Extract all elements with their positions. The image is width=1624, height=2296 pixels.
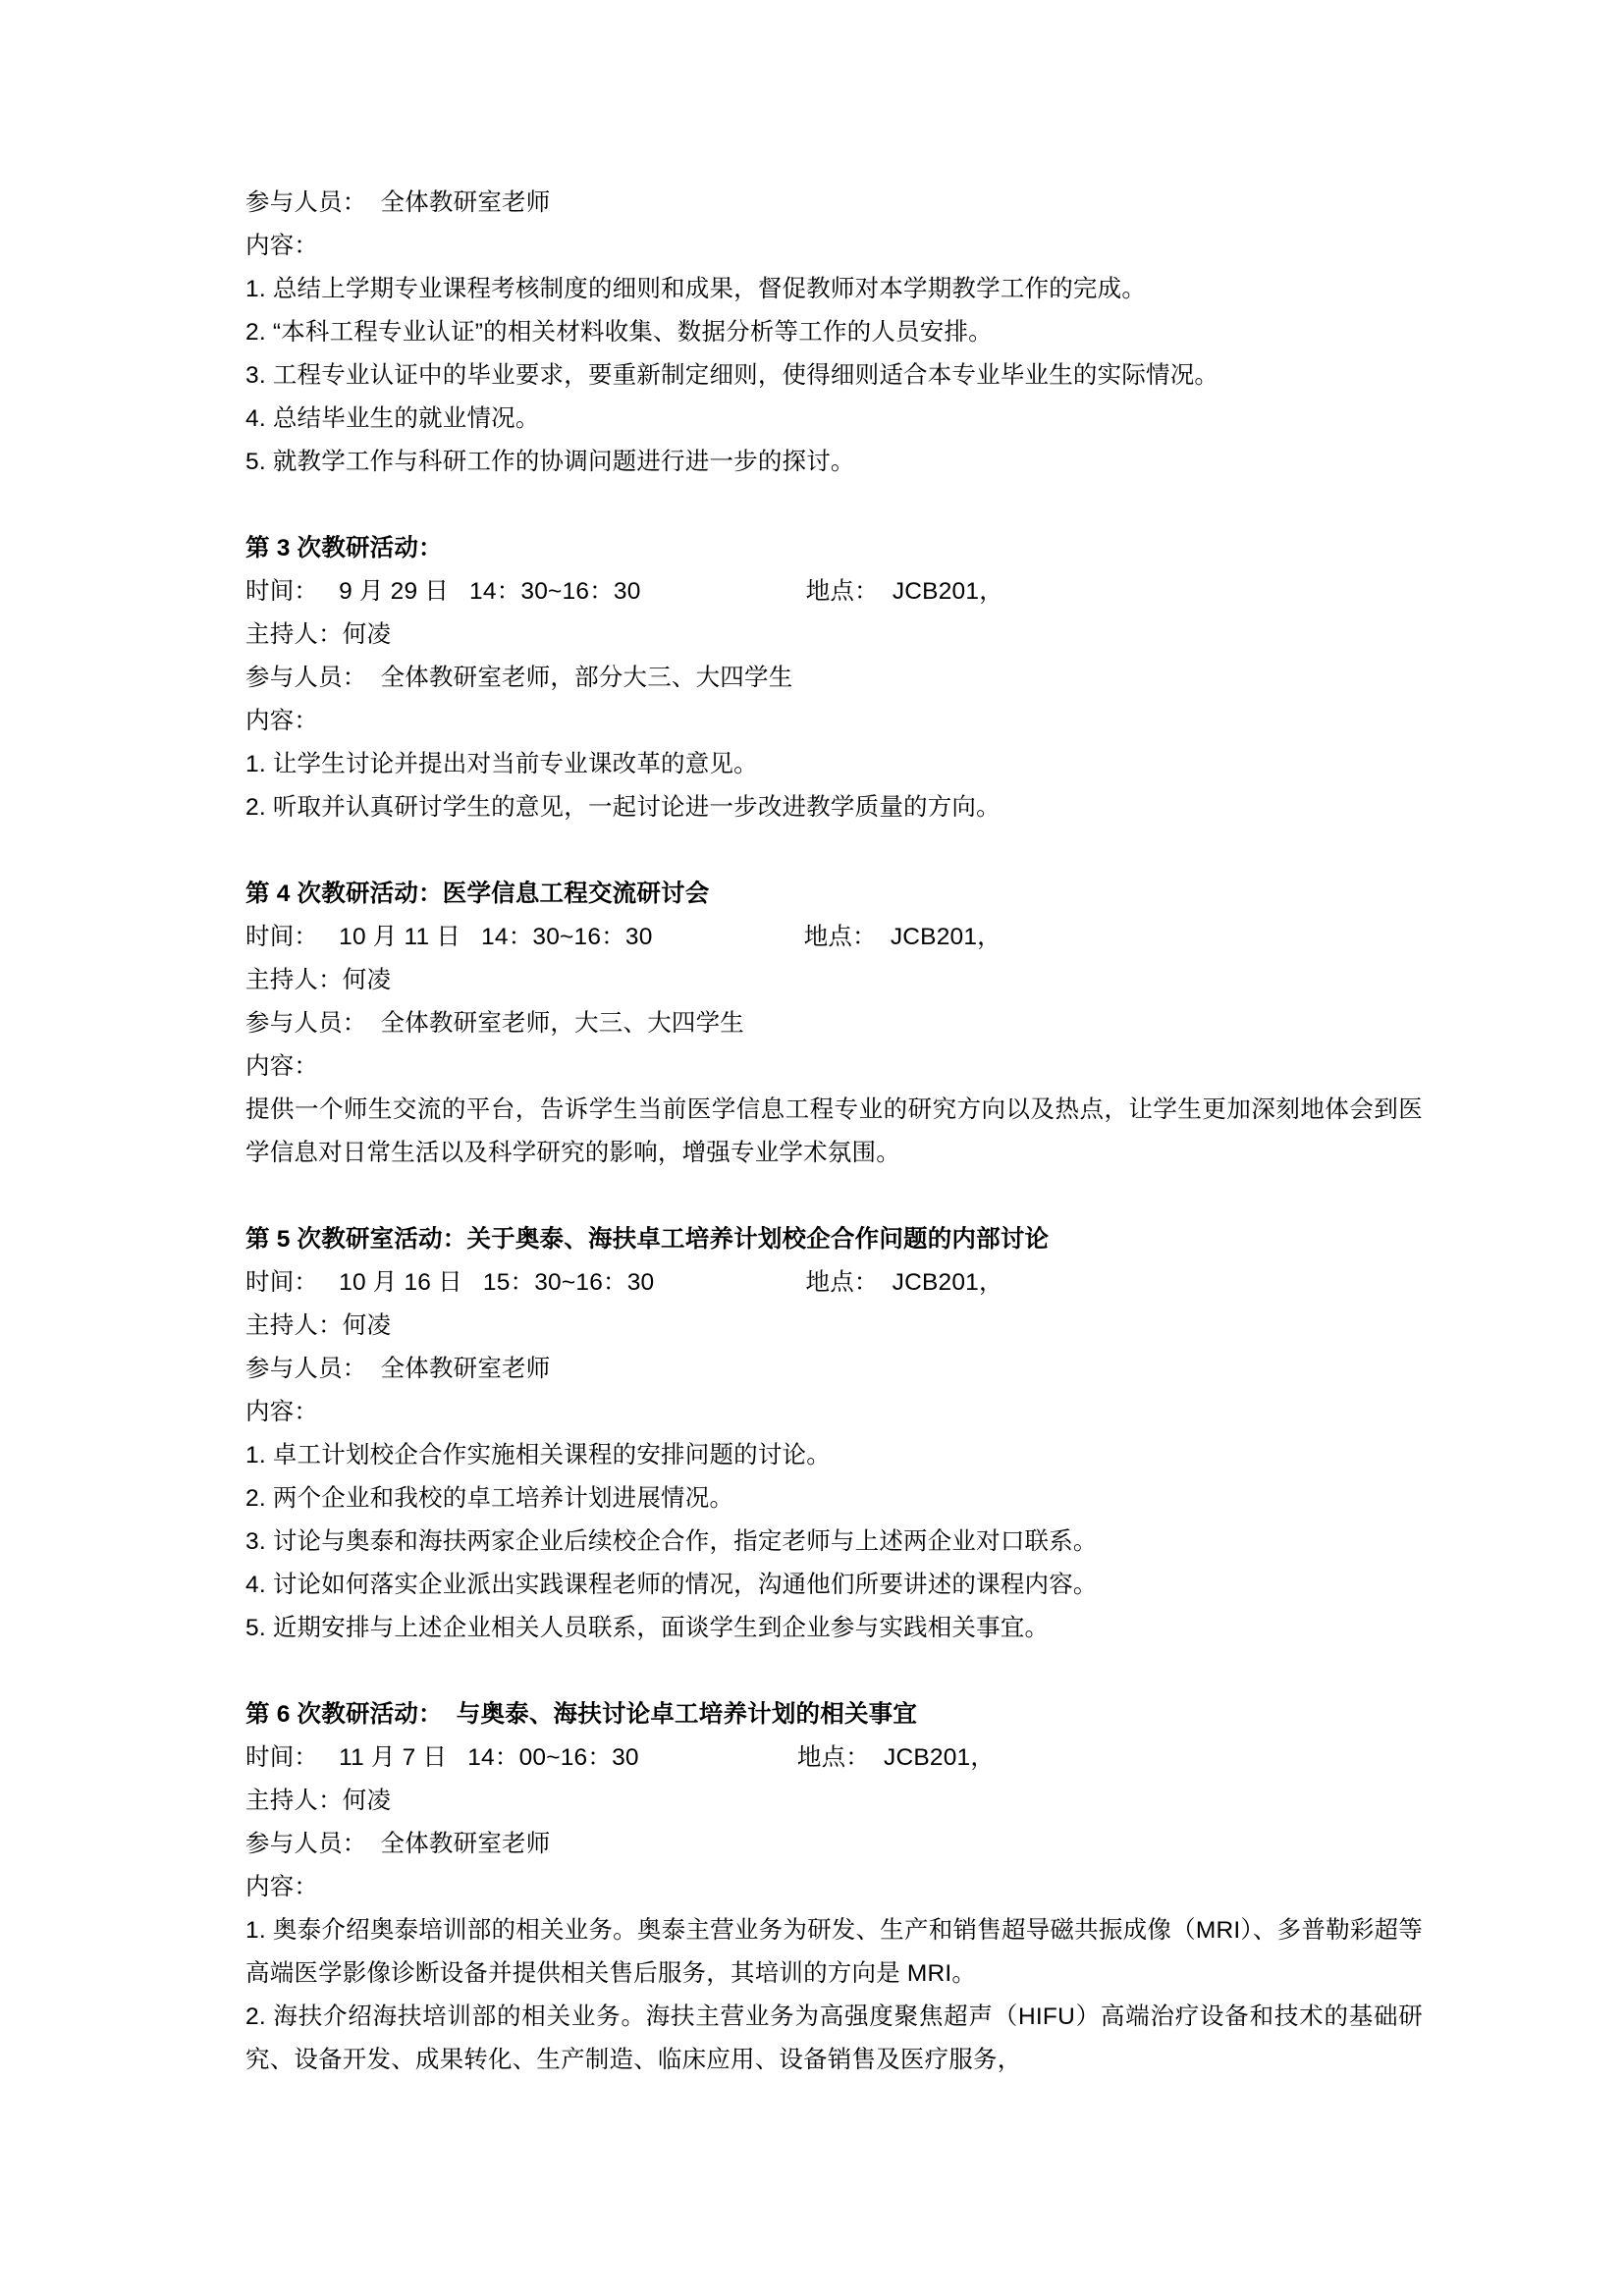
text-line: 内容：: [245, 233, 319, 259]
text-line: 2. 两个企业和我校的卓工培养计划进展情况。: [245, 1485, 734, 1512]
text-line: 内容：: [245, 1399, 319, 1425]
section-heading: 第 3 次教研活动：: [245, 535, 443, 561]
text-line: 4. 讨论如何落实企业派出实践课程老师的情况，沟通他们所要讲述的课程内容。: [245, 1572, 1098, 1598]
text-line: 参与人员： 全体教研室老师: [245, 189, 551, 216]
section-heading: 第 6 次教研活动： 与奥泰、海扶讨论卓工培养计划的相关事宜: [245, 1701, 918, 1728]
text-line: 1. 总结上学期专业课程考核制度的细则和成果，督促教师对本学期教学工作的完成。: [245, 276, 1147, 302]
text-line: 主持人：何凌: [245, 1788, 392, 1814]
text-line: 5. 近期安排与上述企业相关人员联系，面谈学生到企业参与实践相关事宜。: [245, 1615, 1050, 1641]
text-line: 时间： 10 月 11 日 14：30~16：30 地点： JCB201，: [245, 924, 1001, 950]
text-line: 参与人员： 全体教研室老师: [245, 1356, 551, 1382]
text-line: 内容：: [245, 1053, 319, 1080]
text-line: 时间： 9 月 29 日 14：30~16：30 地点： JCB201，: [245, 578, 1003, 605]
paragraph: 1. 奥泰介绍奥泰培训部的相关业务。奥泰主营业务为研发、生产和销售超导磁共振成像（MRI）、多普勒彩超等高端医学影像诊断设备并提供相关售后服务，其培训的方向是 MRI。: [245, 1917, 1423, 1987]
text-line: 时间： 11 月 7 日 14：00~16：30 地点： JCB201，: [245, 1744, 996, 1771]
text-line: 内容：: [245, 1874, 319, 1900]
text-line: 内容：: [245, 708, 319, 734]
text-line: 参与人员： 全体教研室老师: [245, 1831, 551, 1857]
text-line: 1. 卓工计划校企合作实施相关课程的安排问题的讨论。: [245, 1442, 831, 1468]
text-line: 3. 讨论与奥泰和海扶两家企业后续校企合作，指定老师与上述两企业对口联系。: [245, 1528, 1098, 1555]
text-line: 2. 听取并认真研讨学生的意见，一起讨论进一步改进教学质量的方向。: [245, 794, 1001, 821]
text-line: 主持人：何凌: [245, 1312, 392, 1339]
text-line: 2. “本科工程专业认证”的相关材料收集、数据分析等工作的人员安排。: [245, 319, 993, 346]
text-line: 1. 让学生讨论并提出对当前专业课改革的意见。: [245, 751, 758, 777]
text-line: 3. 工程专业认证中的毕业要求，要重新制定细则，使得细则适合本专业毕业生的实际情况。: [245, 362, 1219, 389]
paragraph-spacer: [245, 829, 1423, 873]
paragraph: 提供一个师生交流的平台，告诉学生当前医学信息工程专业的研究方向以及热点，让学生更加深刻地体会到医学信息对日常生活以及科学研究的影响，增强专业学术氛围。: [245, 1096, 1423, 1166]
text-line: 主持人：何凌: [245, 967, 392, 993]
paragraph: 2. 海扶介绍海扶培训部的相关业务。海扶主营业务为高强度聚焦超声（HIFU）高端治疗设备和技术的基础研究、设备开发、成果转化、生产制造、临床应用、设备销售及医疗服务，: [245, 2003, 1423, 2073]
text-line: 主持人：何凌: [245, 621, 392, 648]
paragraph-spacer: [245, 1175, 1423, 1218]
text-line: 4. 总结毕业生的就业情况。: [245, 405, 540, 432]
section-heading: 第 5 次教研室活动：关于奥泰、海扶卓工培养计划校企合作问题的内部讨论: [245, 1226, 1050, 1253]
paragraph-spacer: [245, 484, 1423, 527]
text-line: 参与人员： 全体教研室老师，大三、大四学生: [245, 1010, 745, 1037]
paragraph-spacer: [245, 1650, 1423, 1693]
text-line: 时间： 10 月 16 日 15：30~16：30 地点： JCB201，: [245, 1269, 1003, 1296]
text-line: 5. 就教学工作与科研工作的协调问题进行进一步的探讨。: [245, 449, 855, 475]
section-heading: 第 4 次教研活动：医学信息工程交流研讨会: [245, 881, 710, 907]
text-line: 参与人员： 全体教研室老师，部分大三、大四学生: [245, 665, 793, 691]
document-body: [245, 182, 1423, 2082]
